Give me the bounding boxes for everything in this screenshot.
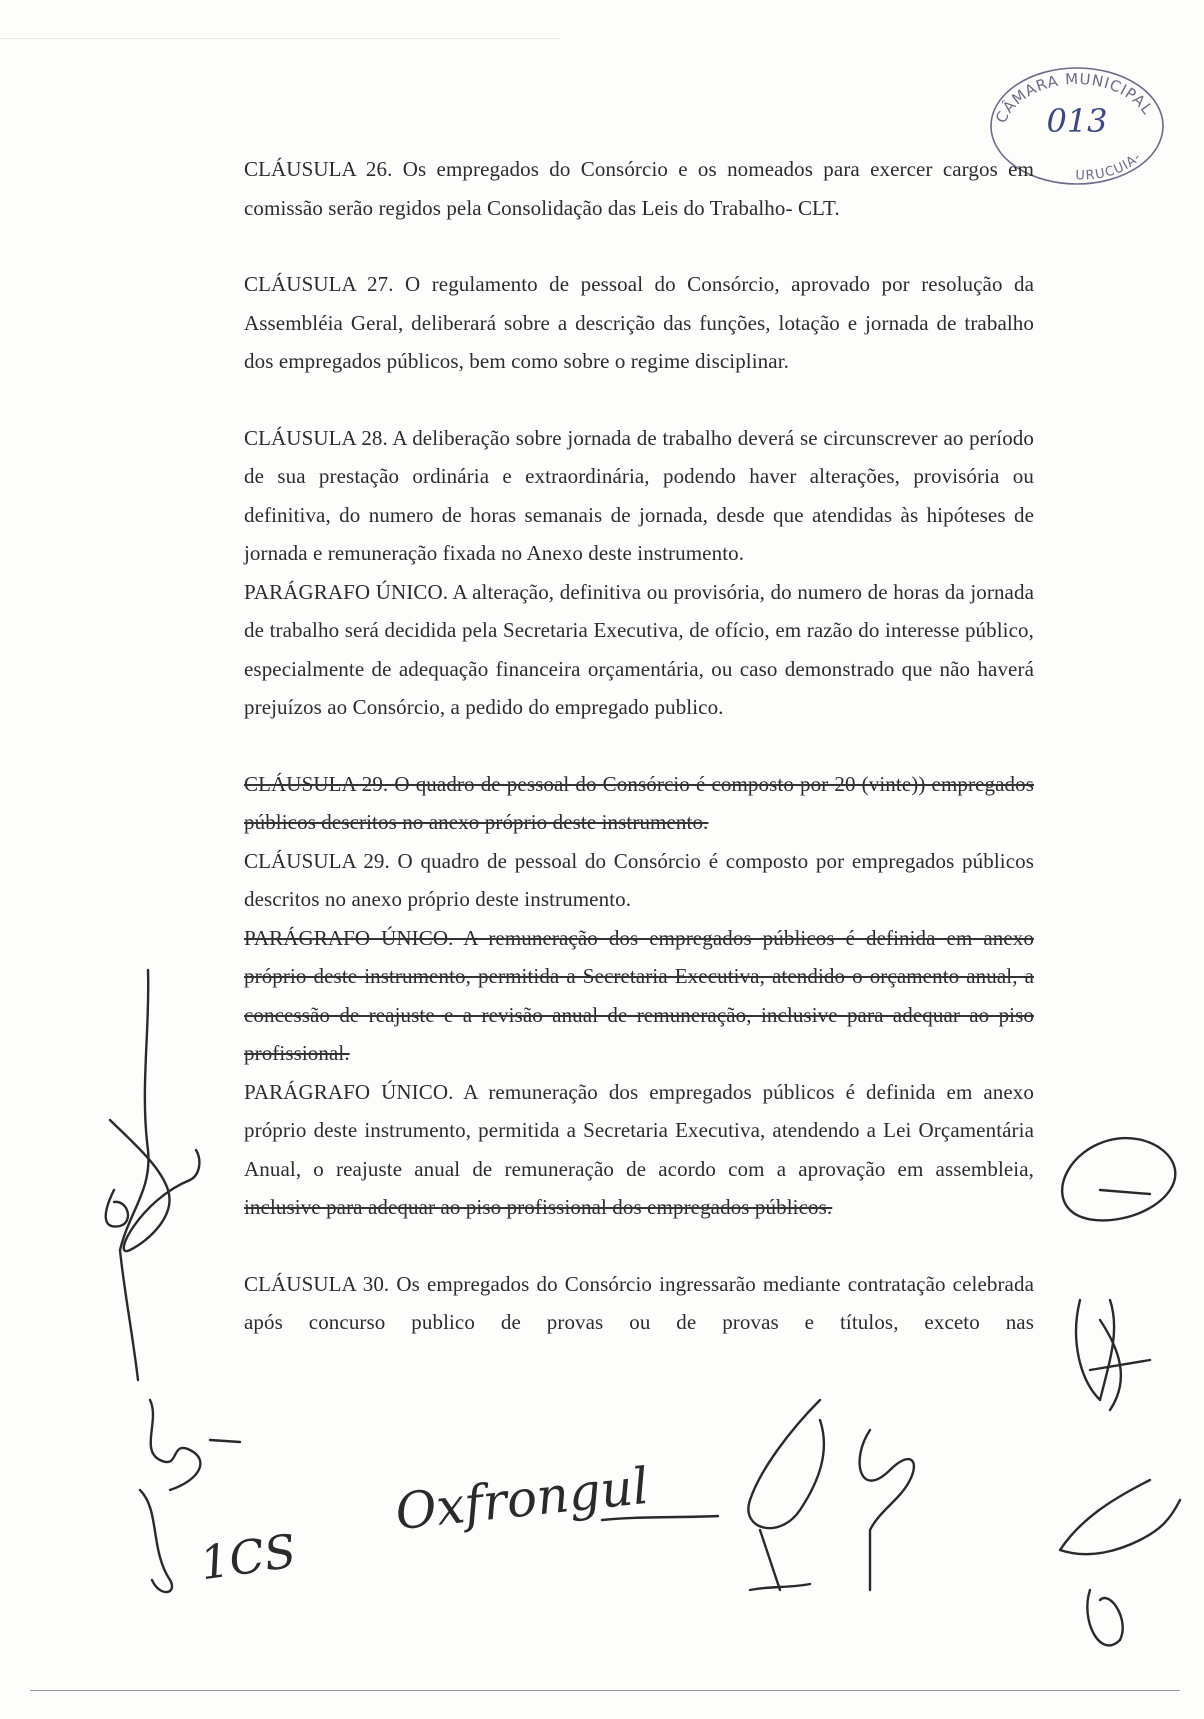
stamp-page-number: 013 <box>1046 102 1108 140</box>
clausula-28-paragrafo-unico: PARÁGRAFO ÚNICO. A alteração, definitiva ou provisória, do numero de horas da jornada de trabalho será decidida pela Secretaria Executiva, de ofício, em razão do interesse público, especialmente de adequação financeira orçamentária, ou caso demonstrado que não haverá prejuízos ao Consórcio, a pedido do empregado publico. <box>244 579 1034 719</box>
scan-line-bottom <box>30 1690 1180 1691</box>
stamp-text-top: CÂMARA MUNICIPAL <box>991 69 1157 126</box>
signature-initials-1cs: 1CS <box>196 1523 300 1591</box>
clausula-28: CLÁUSULA 28. A deliberação sobre jornada de trabalho deverá se circunscrever ao período de sua prestação ordinária e extraordinária, podendo haver alterações, provisória ou definitiva, do numero de horas semanais de jornada, desde que atendidas às hipóteses de jornada e remuneração fixada no Anexo deste instrumento. <box>244 425 1034 565</box>
signature-center-right <box>720 1390 940 1620</box>
clausula-29-paragrafo-struck: PARÁGRAFO ÚNICO. A remuneração dos empregados públicos é definida em anexo próprio deste instrumento, permitida a Secretaria Executiva, atendido o orçamento anual, a concessão de reajuste e a revisão anual de remuneração, inclusive para adequar ao piso profissional. <box>244 925 1034 1065</box>
clausula-27: CLÁUSULA 27. O regulamento de pessoal do Consórcio, aprovado por resolução da Assembléia Geral, deliberará sobre a descrição das funções, lotação e jornada de trabalho dos empregados públicos, bem como sobre o regime disciplinar. <box>244 272 1034 373</box>
clausula-29-paragrafo-unico <box>244 1073 1034 1227</box>
clausula-30: CLÁUSULA 30. Os empregados do Consórcio ingressarão mediante contratação celebrada após concurso publico de provas ou de provas e títulos, exceto nas <box>244 1271 1034 1334</box>
clausula-29: CLÁUSULA 29. O quadro de pessoal do Consórcio é composto por empregados públicos descritos no anexo próprio deste instrumento. <box>244 848 1034 911</box>
signature-name-center: Oxfrongul <box>392 1456 652 1542</box>
clausula-29-paragrafo-new-text: PARÁGRAFO ÚNICO. A remuneração dos empregados públicos é definida em anexo próprio deste instrumento, permitida a Secretaria Executiva, atendendo a Lei Orçamentária Anual, o reajuste anual de remuneração de acordo com a aprovação em assembleia, <box>244 1079 1034 1181</box>
stamp-text-bottom: URUCUIA- <box>1075 149 1145 184</box>
scan-line-top <box>0 38 560 39</box>
clausula-29-struck: CLÁUSULA 29. O quadro de pessoal do Consórcio é composto por 20 (vinte)) empregados públicos descritos no anexo próprio deste instrumento. <box>244 771 1034 834</box>
signature-center-underline <box>600 1480 720 1540</box>
clauses-text <box>244 150 1034 1342</box>
clausula-26: CLÁUSULA 26. Os empregados do Consórcio e os nomeados para exercer cargos em comissão serão regidos pela Consolidação das Leis do Trabalho- CLT. <box>244 157 1034 220</box>
signature-left-margin <box>90 950 230 1410</box>
signature-right-margin <box>1040 1120 1200 1680</box>
clausula-29-paragrafo-new-struck: inclusive para adequar ao piso profissional dos empregados públicos. <box>244 1195 833 1219</box>
